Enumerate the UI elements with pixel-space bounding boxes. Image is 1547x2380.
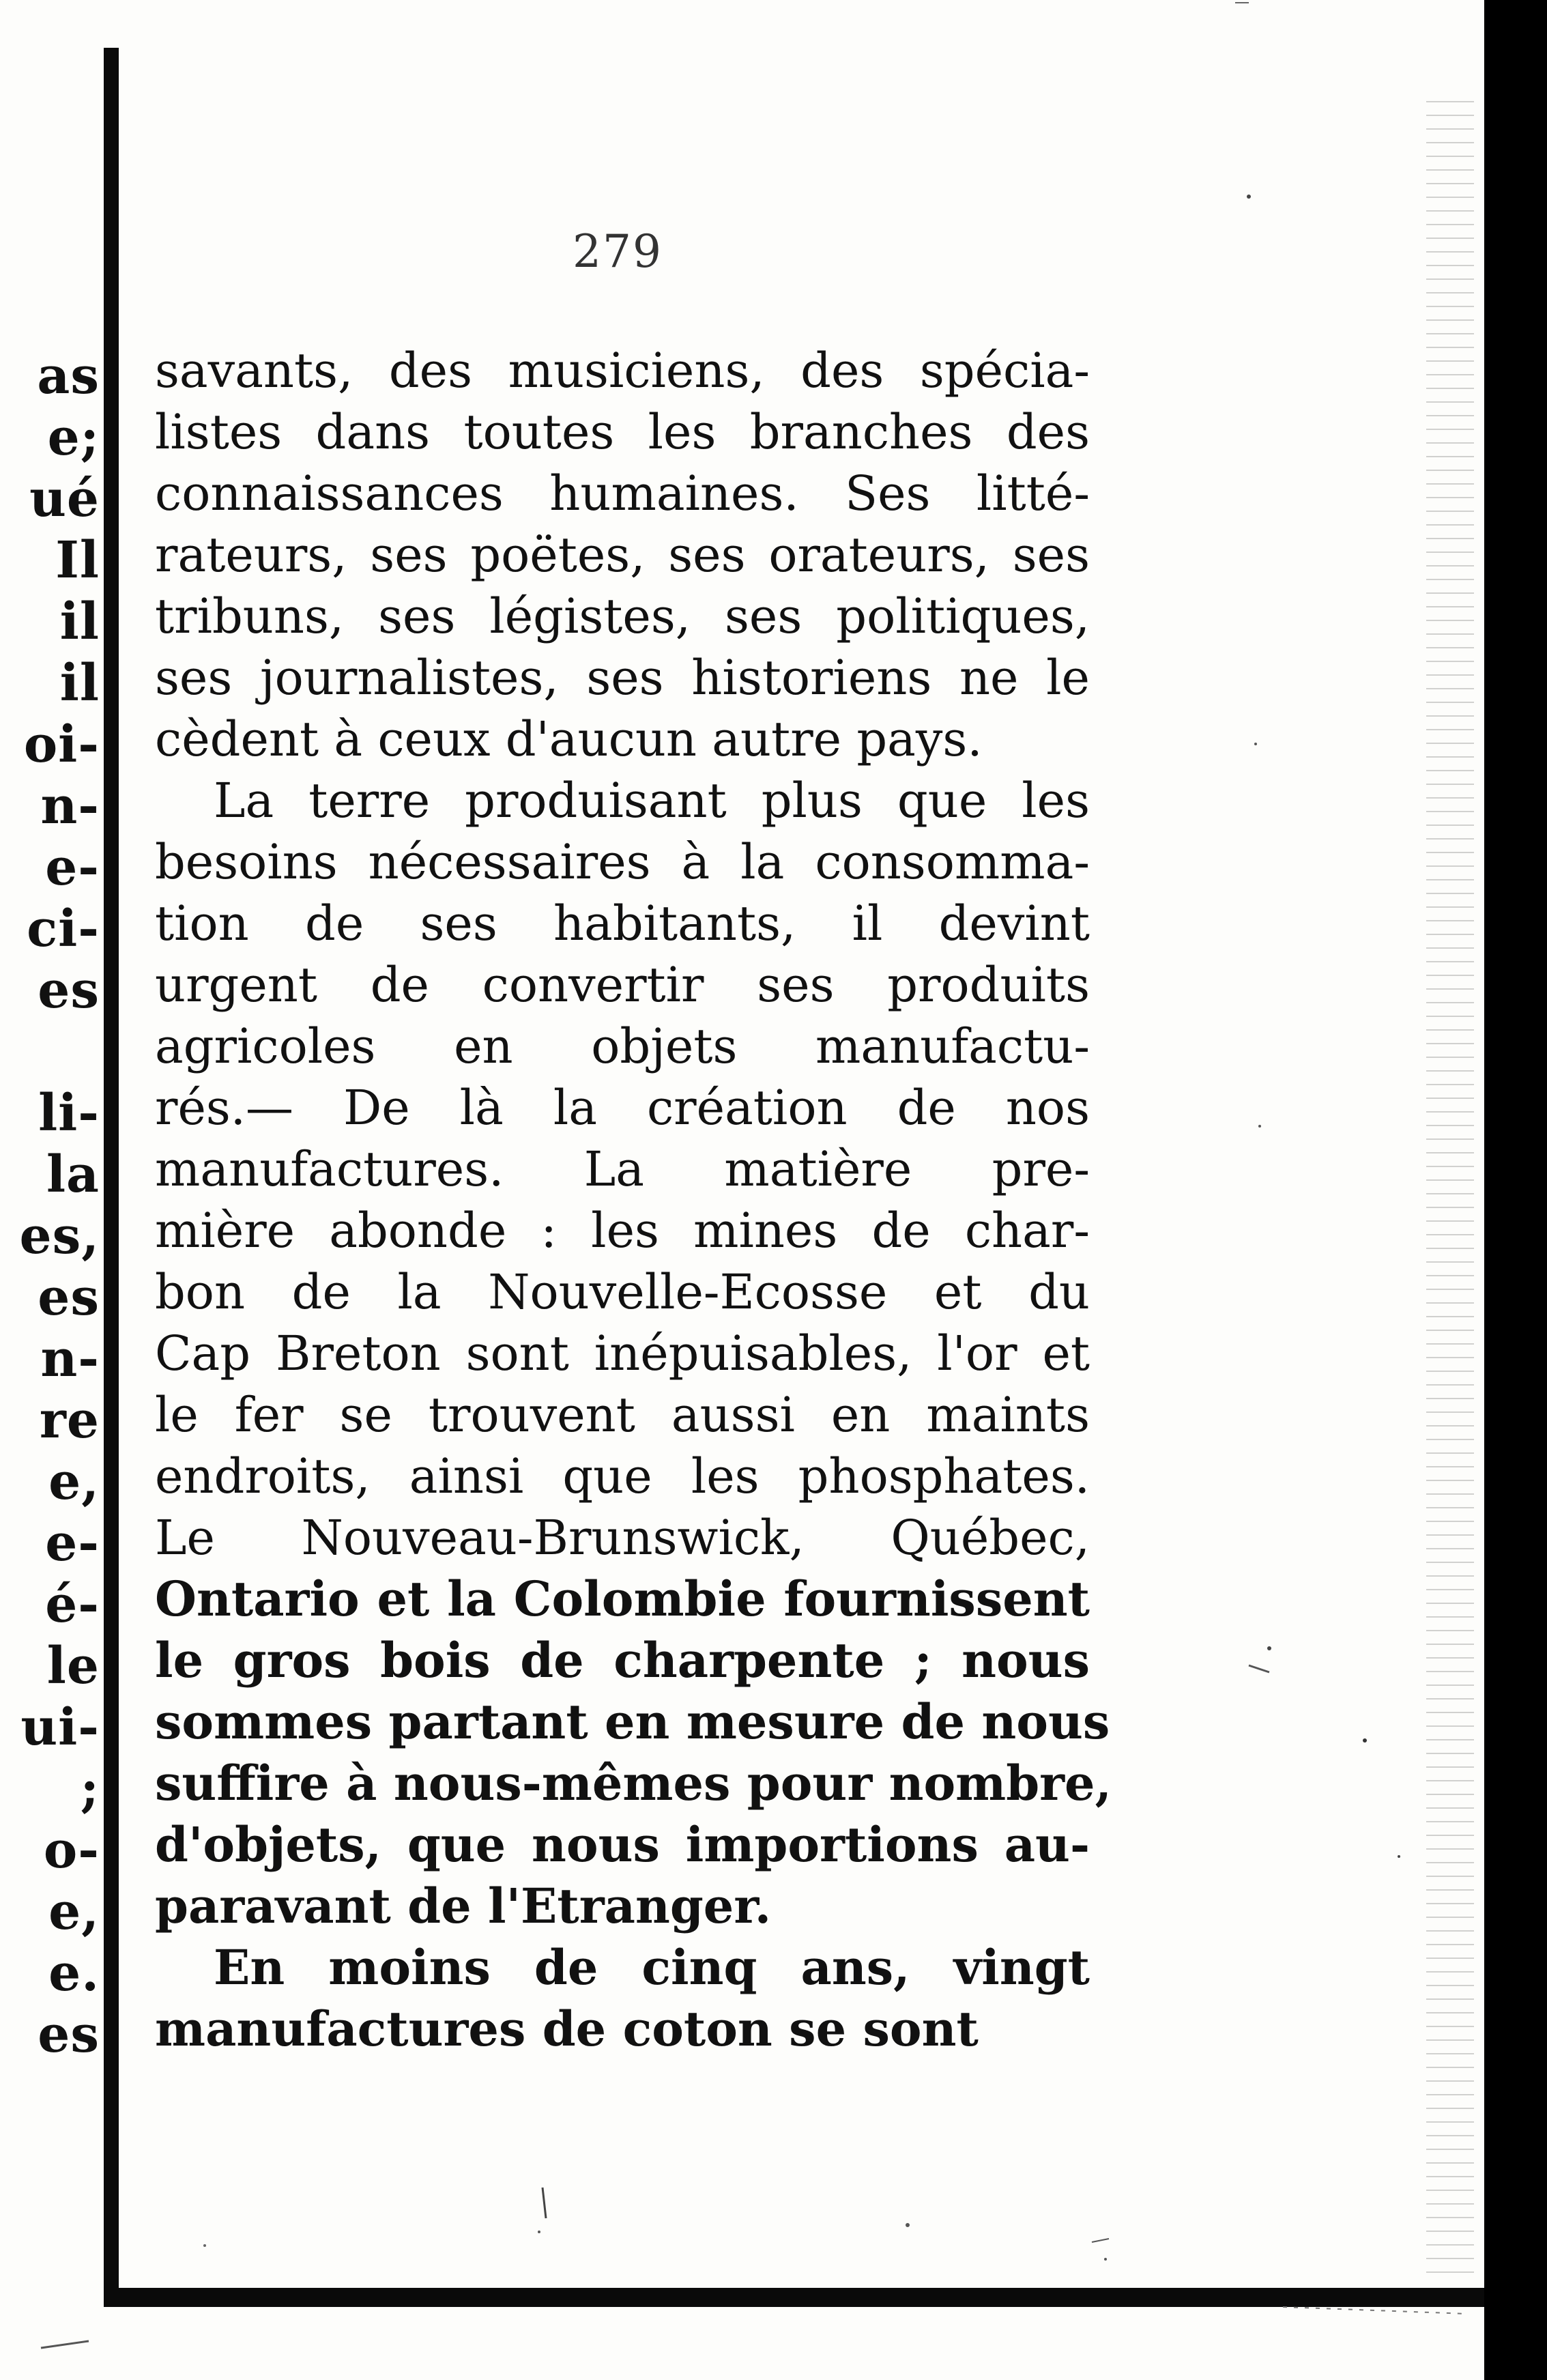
previous-page-fragment: e. bbox=[48, 1944, 100, 2003]
previous-page-fragments bbox=[0, 345, 102, 2065]
right-page-edge bbox=[1484, 0, 1547, 2380]
previous-page-fragment bbox=[0, 1021, 102, 1083]
previous-page-fragment: es bbox=[38, 2005, 100, 2064]
text-line: Cap Breton sont inépuisables, l'or et bbox=[155, 1325, 1090, 1381]
previous-page-fragment: es, bbox=[19, 1207, 100, 1265]
previous-page-fragment: n- bbox=[40, 777, 100, 835]
page-binding-edge bbox=[104, 48, 119, 2300]
previous-page-fragment: es bbox=[38, 1268, 100, 1327]
text-line: urgent de convertir ses produits bbox=[155, 957, 1090, 1013]
text-line: mière abonde : les mines de char- bbox=[155, 1203, 1090, 1259]
previous-page-fragment: ci- bbox=[27, 900, 100, 958]
text-line: d'objets, que nous importions au- bbox=[155, 1816, 1090, 1873]
text-line: La terre produisant plus que les bbox=[214, 773, 1090, 829]
paragraph bbox=[155, 1937, 1090, 2060]
previous-page-margin bbox=[0, 0, 102, 2380]
previous-page-fragment: le bbox=[46, 1637, 100, 1695]
text-line: Ontario et la Colombie fournissent bbox=[155, 1571, 1090, 1627]
text-line: rateurs, ses poëtes, ses orateurs, ses bbox=[155, 527, 1090, 583]
previous-page-fragment: n- bbox=[40, 1330, 100, 1388]
previous-page-fragment: ui- bbox=[20, 1698, 100, 1757]
body-text bbox=[155, 340, 1112, 2060]
previous-page-fragment: é- bbox=[45, 1575, 100, 1634]
text-line: sommes partant en mesure de nous bbox=[155, 1693, 1110, 1750]
text-line: le gros bois de charpente ; nous bbox=[155, 1632, 1090, 1689]
previous-page-fragment: as bbox=[37, 347, 100, 405]
right-edge-shadow bbox=[1426, 89, 1474, 2273]
previous-page-fragment: il bbox=[59, 654, 100, 713]
page-number: 279 bbox=[573, 225, 663, 278]
text-line: endroits, ainsi que les phosphates. bbox=[155, 1448, 1090, 1504]
previous-page-fragment: ; bbox=[80, 1760, 100, 1818]
previous-page-fragment: il bbox=[59, 592, 100, 651]
previous-page-fragment: o- bbox=[43, 1821, 100, 1880]
text-line: le fer se trouvent aussi en maints bbox=[155, 1387, 1090, 1443]
text-line: manufactures. La matière pre- bbox=[155, 1141, 1090, 1197]
previous-page-fragment: oi- bbox=[23, 715, 100, 774]
previous-page-fragment: es bbox=[38, 961, 100, 1020]
text-line: ses journalistes, ses historiens ne le bbox=[155, 650, 1090, 706]
previous-page-fragment: li- bbox=[38, 1084, 100, 1143]
previous-page-fragment: e; bbox=[47, 408, 100, 467]
previous-page-fragment: e, bbox=[48, 1882, 100, 1941]
previous-page-fragment: re bbox=[39, 1391, 100, 1450]
text-line: cèdent à ceux d'aucun autre pays. bbox=[155, 711, 983, 767]
page-bottom-edge bbox=[104, 2288, 1489, 2307]
text-line: En moins de cinq ans, vingt bbox=[214, 1939, 1090, 1996]
text-line: bon de la Nouvelle-Ecosse et du bbox=[155, 1264, 1090, 1320]
text-line: tribuns, ses légistes, ses politiques, bbox=[155, 588, 1090, 644]
text-line: connaissances humaines. Ses litté- bbox=[155, 465, 1090, 521]
text-line: suffire à nous-mêmes pour nombre, bbox=[155, 1755, 1112, 1811]
text-line: paravant de l'Etranger. bbox=[155, 1878, 772, 1934]
previous-page-fragment: Il bbox=[55, 531, 100, 590]
previous-page-fragment: e, bbox=[48, 1452, 100, 1511]
text-line: manufactures de coton se sont bbox=[155, 2001, 979, 2057]
text-line: rés.— De là la création de nos bbox=[155, 1080, 1090, 1136]
text-line: besoins nécessaires à la consomma- bbox=[155, 834, 1090, 890]
paragraph bbox=[155, 340, 1090, 770]
previous-page-fragment: ué bbox=[29, 470, 100, 528]
previous-page-fragment: e- bbox=[45, 1514, 100, 1573]
text-line: agricoles en objets manufactu- bbox=[155, 1018, 1090, 1074]
previous-page-fragment: e- bbox=[45, 838, 100, 897]
previous-page-fragment: la bbox=[46, 1145, 100, 1204]
text-line: savants, des musiciens, des spécia- bbox=[155, 343, 1090, 399]
paragraph bbox=[155, 770, 1112, 1937]
text-line: Le Nouveau-Brunswick, Québec, bbox=[155, 1510, 1090, 1566]
text-line: listes dans toutes les branches des bbox=[155, 404, 1090, 460]
text-line: tion de ses habitants, il devint bbox=[155, 895, 1090, 951]
